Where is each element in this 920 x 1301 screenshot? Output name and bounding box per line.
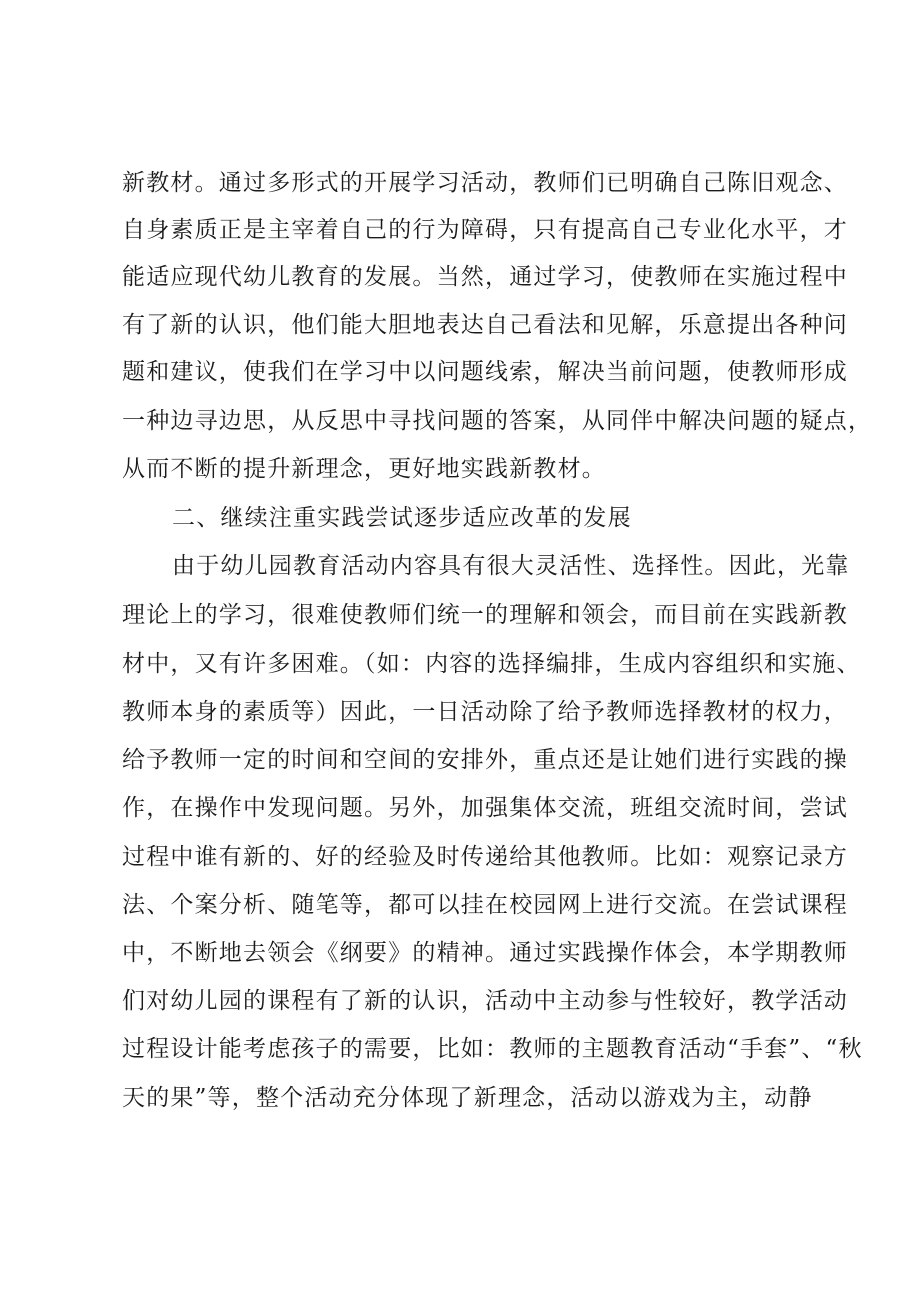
text-line-4: 有了新的认识，他们能大胆地表达自己看法和见解，乐意提出各种问 bbox=[122, 312, 848, 338]
text-line-15: 过程中谁有新的、好的经验及时传递给其他教师。比如：观察记录方 bbox=[122, 844, 848, 870]
text-line-6: 一种边寻边思，从反思中寻找问题的答案，从同伴中解决问题的疑点， bbox=[122, 408, 873, 434]
text-line-7: 从而不断的提升新理念，更好地实践新教材。 bbox=[122, 456, 606, 482]
text-line-2: 自身素质正是主宰着自己的行为障碍，只有提高自己专业化水平，才 bbox=[122, 217, 848, 243]
text-line-19: 过程设计能考虑孩子的需要，比如：教师的主题教育活动“手套”、“秋 bbox=[122, 1036, 863, 1062]
text-line-13: 给予教师一定的时间和空间的安排外，重点还是让她们进行实践的操 bbox=[122, 747, 848, 773]
text-line-20: 天的果”等，整个活动充分体现了新理念，活动以游戏为主，动静 bbox=[122, 1085, 813, 1111]
text-line-14: 作，在操作中发现问题。另外，加强集体交流，班组交流时间，尝试 bbox=[122, 795, 848, 821]
text-line-5: 题和建议，使我们在学习中以问题线索，解决当前问题，使教师形成 bbox=[122, 359, 848, 385]
text-line-12: 教师本身的素质等）因此，一日活动除了给予教师选择教材的权力， bbox=[122, 699, 848, 725]
text-line-3: 能适应现代幼儿教育的发展。当然，通过学习，使教师在实施过程中 bbox=[122, 264, 848, 290]
text-line-18: 们对幼儿园的课程有了新的认识，活动中主动参与性较好，教学活动 bbox=[122, 988, 848, 1014]
text-line-16: 法、个案分析、随笔等，都可以挂在校园网上进行交流。在尝试课程 bbox=[122, 892, 848, 918]
text-line-10: 理论上的学习，很难使教师们统一的理解和领会，而目前在实践新教 bbox=[122, 602, 848, 628]
text-line-11: 材中，又有许多困难。（如：内容的选择编排，生成内容组织和实施、 bbox=[122, 651, 861, 677]
section-heading: 二、继续注重实践尝试逐步适应改革的发展 bbox=[172, 505, 632, 531]
text-line-17: 中，不断地去领会《纲要》的精神。通过实践操作体会，本学期教师 bbox=[122, 940, 848, 966]
text-line-1: 新教材。通过多形式的开展学习活动，教师们已明确自己陈旧观念、 bbox=[122, 170, 848, 196]
text-line-9: 由于幼儿园教育活动内容具有很大灵活性、选择性。因此，光靠 bbox=[172, 553, 850, 579]
